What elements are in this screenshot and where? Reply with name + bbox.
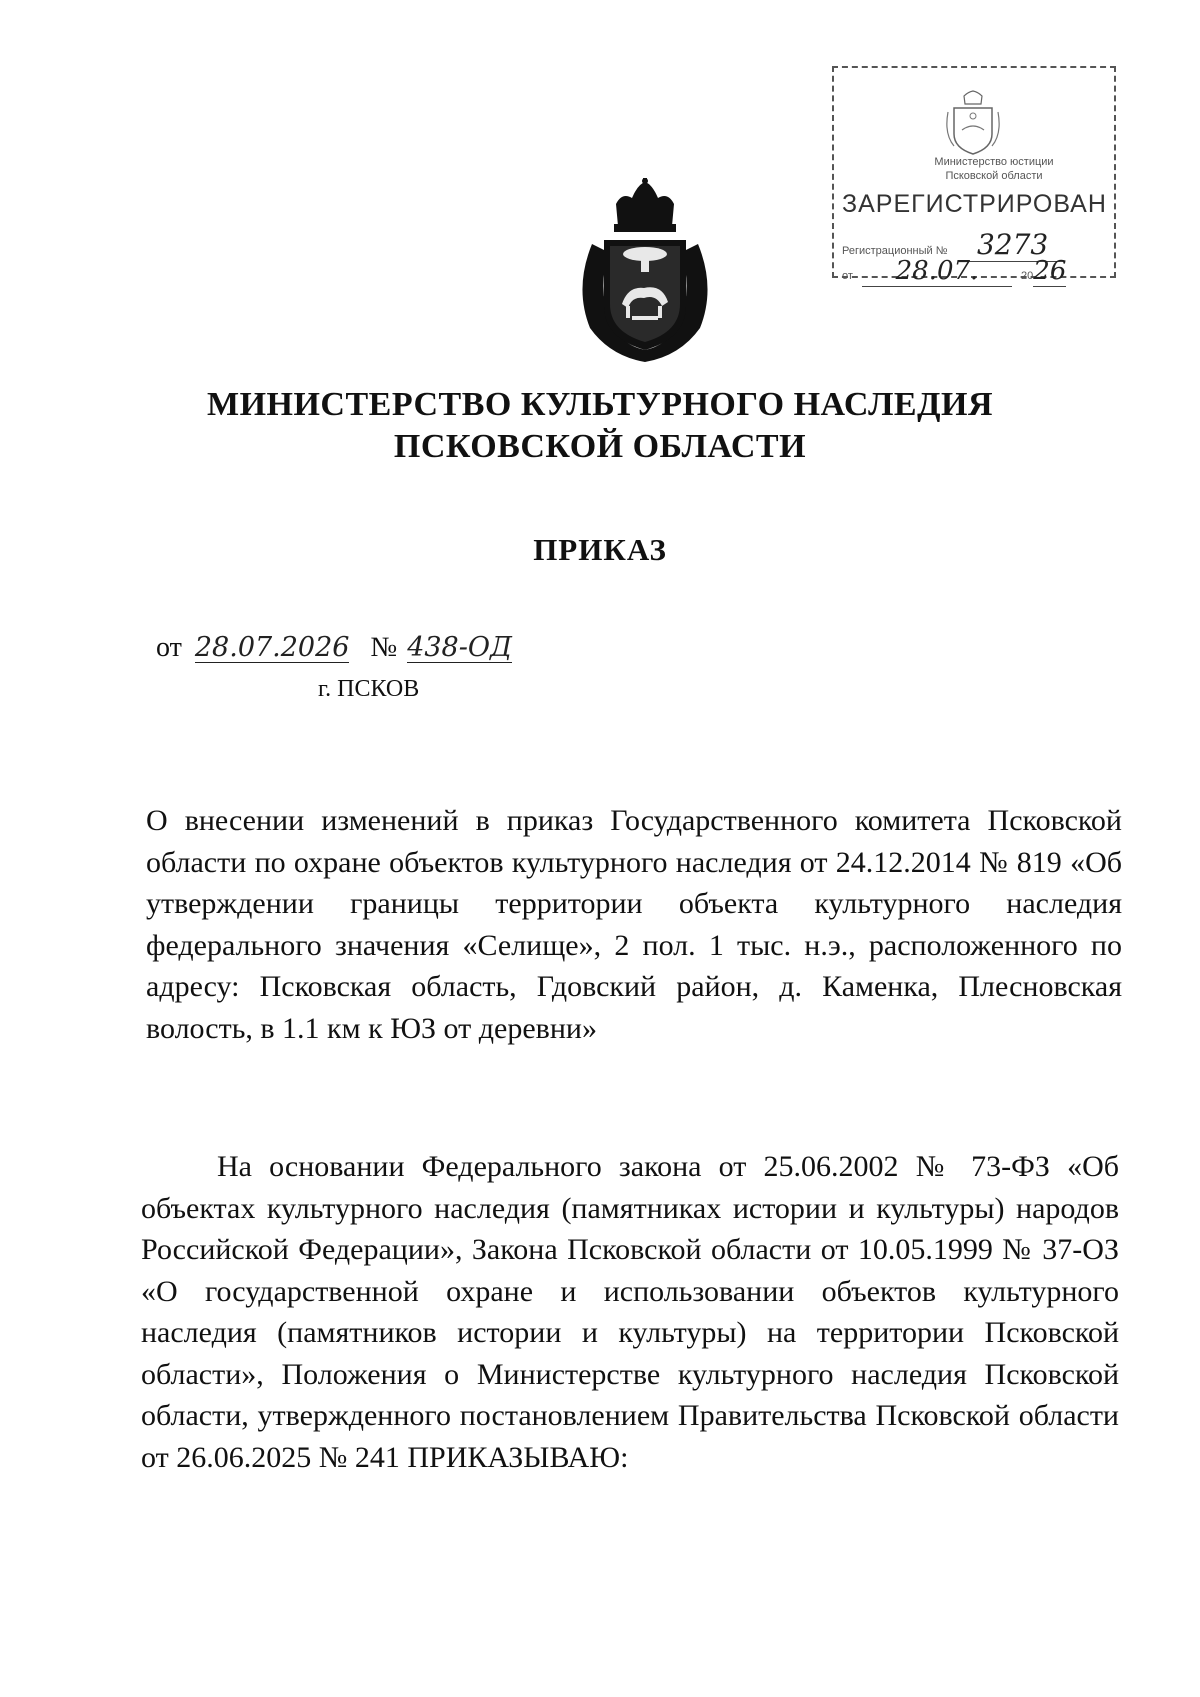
stamp-org-line2: Псковской области [945, 170, 1043, 182]
stamp-org-line1: Министерство юстиции [934, 156, 1054, 168]
order-number: 438-ОД [407, 632, 512, 663]
registration-stamp [832, 66, 1116, 286]
order-line [156, 632, 512, 664]
document-title-paragraph: О внесении изменений в приказ Государственного комитета Псковской области по охране объектов культурного наследия от 24.12.2014 № 819 «Об утверждении границы территории объекта культурного наследия федерального значения «Селище», 2 пол. 1 тыс. н.э., расположенного по адресу: Псковская область, Гдовский район, д. Каменка, Плесновская волость, в 1.1 км к ЮЗ от деревни» [146, 804, 1122, 1045]
coat-of-arms-icon [570, 178, 720, 364]
stamp-date-prefix: от [842, 270, 853, 282]
stamp-reg-label: Регистрационный № [842, 245, 948, 257]
order-city: г. ПСКОВ [318, 676, 420, 702]
stamp-reg-number: 3273 [961, 228, 1065, 262]
stamp-status: ЗАРЕГИСТРИРОВАН [842, 190, 1107, 218]
order-date: 28.07.2026 [194, 632, 350, 663]
stamp-year-prefix: 20 [1021, 270, 1034, 282]
stamp-emblem-icon [944, 90, 1002, 156]
stamp-year-value: 26 [1033, 256, 1067, 286]
body-paragraph: На основании Федерального закона от 25.06.2002 № 73-ФЗ «Об объектах культурного наследия (памятниках истории и культуры) народов Российской Федерации», Закона Псковской области от 10.05.1999 № 37-ОЗ «О государственной охране и использовании объектов культурного наследия (памятников истории и культуры) на территории Псковской области», Положения о Министерстве культурного наследия Псковской области, утвержденного постановлением Правительства Псковской области от 26.06.2025 № 241 ПРИКАЗЫВАЮ: [141, 1150, 1119, 1474]
document-type: ПРИКАЗ [533, 532, 667, 567]
stamp-date-row [842, 256, 1066, 287]
order-number-sign: № [370, 632, 398, 663]
stamp-date-value: 28.07. [862, 256, 1012, 287]
ministry-name-line2: ПСКОВСКОЙ ОБЛАСТИ [393, 428, 807, 465]
order-date-prefix: от [156, 632, 182, 663]
ministry-name-line1: МИНИСТЕРСТВО КУЛЬТУРНОГО НАСЛЕДИЯ [206, 386, 993, 423]
